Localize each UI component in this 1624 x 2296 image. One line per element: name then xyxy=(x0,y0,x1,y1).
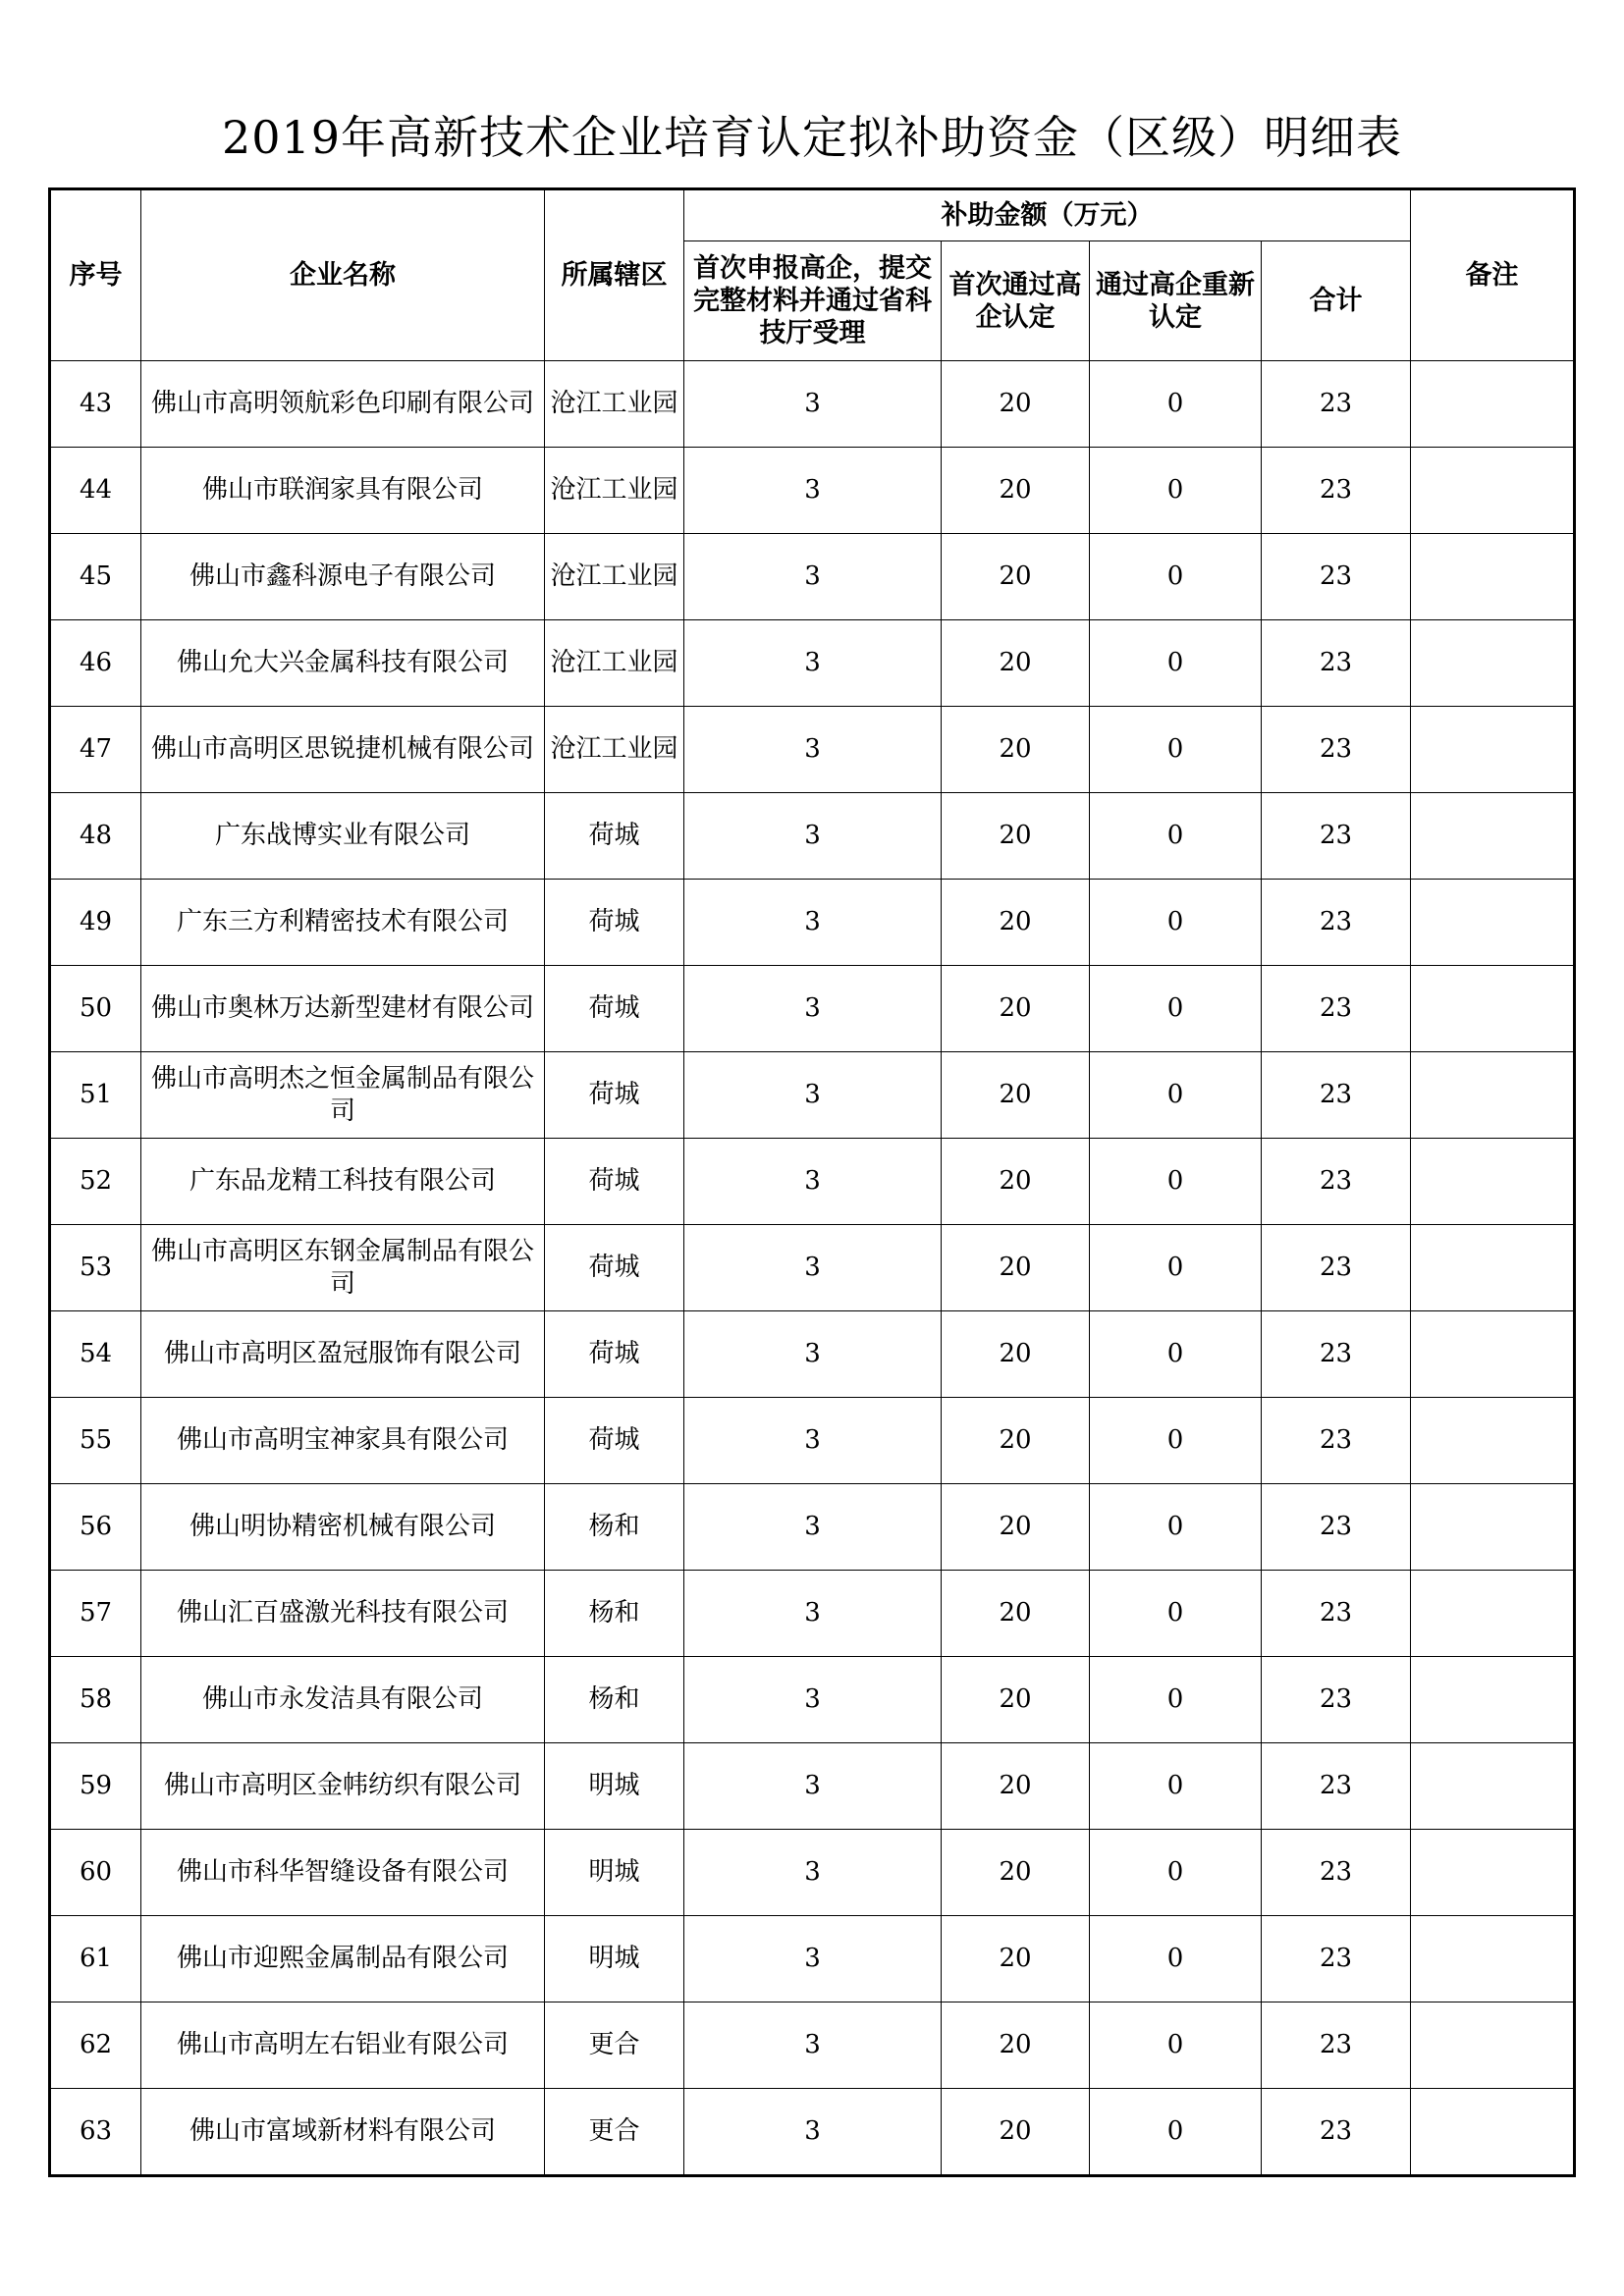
cell-company: 佛山市高明左右铝业有限公司 xyxy=(141,2002,545,2089)
cell-first-apply: 3 xyxy=(684,1398,942,1484)
cell-first-apply: 3 xyxy=(684,1225,942,1311)
cell-company: 佛山市高明区金帏纺织有限公司 xyxy=(141,1743,545,1830)
cell-total: 23 xyxy=(1262,1484,1411,1571)
cell-first-apply: 3 xyxy=(684,361,942,448)
cell-first-apply: 3 xyxy=(684,1311,942,1398)
table-row xyxy=(50,1225,1575,1311)
header-amount-group: 补助金额（万元） xyxy=(684,189,1411,241)
cell-seq: 63 xyxy=(50,2089,141,2176)
cell-re-cert: 0 xyxy=(1090,620,1262,707)
cell-first-pass: 20 xyxy=(942,1398,1090,1484)
cell-remark xyxy=(1411,1743,1575,1830)
cell-remark xyxy=(1411,2002,1575,2089)
cell-seq: 54 xyxy=(50,1311,141,1398)
cell-company: 佛山市联润家具有限公司 xyxy=(141,448,545,534)
cell-first-apply: 3 xyxy=(684,1571,942,1657)
cell-seq: 48 xyxy=(50,793,141,880)
table-row xyxy=(50,966,1575,1052)
cell-remark xyxy=(1411,880,1575,966)
cell-company: 佛山市迎熙金属制品有限公司 xyxy=(141,1916,545,2002)
cell-first-pass: 20 xyxy=(942,620,1090,707)
cell-company: 佛山市高明宝神家具有限公司 xyxy=(141,1398,545,1484)
cell-re-cert: 0 xyxy=(1090,1139,1262,1225)
cell-first-pass: 20 xyxy=(942,2089,1090,2176)
cell-district: 沧江工业园 xyxy=(545,707,684,793)
cell-district: 明城 xyxy=(545,1916,684,2002)
cell-first-apply: 3 xyxy=(684,1657,942,1743)
cell-seq: 45 xyxy=(50,534,141,620)
table-row xyxy=(50,1052,1575,1139)
table-row xyxy=(50,448,1575,534)
cell-first-pass: 20 xyxy=(942,1830,1090,1916)
cell-remark xyxy=(1411,1484,1575,1571)
cell-total: 23 xyxy=(1262,880,1411,966)
cell-re-cert: 0 xyxy=(1090,1657,1262,1743)
cell-seq: 58 xyxy=(50,1657,141,1743)
table-row xyxy=(50,1916,1575,2002)
cell-district: 荷城 xyxy=(545,1052,684,1139)
cell-first-apply: 3 xyxy=(684,448,942,534)
cell-company: 佛山汇百盛激光科技有限公司 xyxy=(141,1571,545,1657)
cell-company: 佛山市科华智缝设备有限公司 xyxy=(141,1830,545,1916)
cell-seq: 47 xyxy=(50,707,141,793)
cell-total: 23 xyxy=(1262,361,1411,448)
cell-re-cert: 0 xyxy=(1090,361,1262,448)
cell-seq: 53 xyxy=(50,1225,141,1311)
cell-seq: 57 xyxy=(50,1571,141,1657)
cell-remark xyxy=(1411,1139,1575,1225)
cell-first-pass: 20 xyxy=(942,707,1090,793)
cell-company: 佛山明协精密机械有限公司 xyxy=(141,1484,545,1571)
cell-re-cert: 0 xyxy=(1090,707,1262,793)
cell-remark xyxy=(1411,1311,1575,1398)
cell-total: 23 xyxy=(1262,1830,1411,1916)
cell-company: 佛山市永发洁具有限公司 xyxy=(141,1657,545,1743)
cell-district: 杨和 xyxy=(545,1571,684,1657)
cell-company: 广东品龙精工科技有限公司 xyxy=(141,1139,545,1225)
cell-district: 杨和 xyxy=(545,1657,684,1743)
cell-first-pass: 20 xyxy=(942,1225,1090,1311)
cell-remark xyxy=(1411,1916,1575,2002)
cell-district: 荷城 xyxy=(545,1139,684,1225)
cell-first-apply: 3 xyxy=(684,707,942,793)
cell-re-cert: 0 xyxy=(1090,1052,1262,1139)
cell-seq: 44 xyxy=(50,448,141,534)
table-body xyxy=(50,361,1575,2176)
cell-district: 明城 xyxy=(545,1830,684,1916)
cell-first-pass: 20 xyxy=(942,1916,1090,2002)
header-total: 合计 xyxy=(1262,241,1411,361)
cell-seq: 56 xyxy=(50,1484,141,1571)
cell-seq: 62 xyxy=(50,2002,141,2089)
cell-remark xyxy=(1411,361,1575,448)
cell-total: 23 xyxy=(1262,1916,1411,2002)
cell-first-pass: 20 xyxy=(942,966,1090,1052)
header-seq: 序号 xyxy=(50,189,141,361)
cell-total: 23 xyxy=(1262,1743,1411,1830)
cell-re-cert: 0 xyxy=(1090,1311,1262,1398)
table-row xyxy=(50,1830,1575,1916)
header-re-cert: 通过高企重新认定 xyxy=(1090,241,1262,361)
cell-re-cert: 0 xyxy=(1090,1484,1262,1571)
cell-first-apply: 3 xyxy=(684,793,942,880)
cell-total: 23 xyxy=(1262,2002,1411,2089)
cell-re-cert: 0 xyxy=(1090,793,1262,880)
cell-first-pass: 20 xyxy=(942,361,1090,448)
cell-first-pass: 20 xyxy=(942,448,1090,534)
cell-re-cert: 0 xyxy=(1090,880,1262,966)
cell-company: 佛山市高明区盈冠服饰有限公司 xyxy=(141,1311,545,1398)
cell-first-apply: 3 xyxy=(684,966,942,1052)
cell-re-cert: 0 xyxy=(1090,1743,1262,1830)
cell-district: 明城 xyxy=(545,1743,684,1830)
cell-district: 荷城 xyxy=(545,1311,684,1398)
cell-first-pass: 20 xyxy=(942,1743,1090,1830)
cell-first-pass: 20 xyxy=(942,793,1090,880)
cell-re-cert: 0 xyxy=(1090,448,1262,534)
cell-re-cert: 0 xyxy=(1090,534,1262,620)
cell-first-apply: 3 xyxy=(684,1916,942,2002)
cell-seq: 51 xyxy=(50,1052,141,1139)
cell-seq: 43 xyxy=(50,361,141,448)
table-row xyxy=(50,707,1575,793)
cell-first-pass: 20 xyxy=(942,534,1090,620)
cell-re-cert: 0 xyxy=(1090,2089,1262,2176)
cell-remark xyxy=(1411,620,1575,707)
cell-district: 沧江工业园 xyxy=(545,448,684,534)
cell-total: 23 xyxy=(1262,1571,1411,1657)
header-company: 企业名称 xyxy=(141,189,545,361)
cell-remark xyxy=(1411,793,1575,880)
cell-remark xyxy=(1411,1398,1575,1484)
cell-company: 佛山市高明区东钢金属制品有限公司 xyxy=(141,1225,545,1311)
table-row xyxy=(50,1657,1575,1743)
table-row xyxy=(50,793,1575,880)
subsidy-table xyxy=(48,187,1576,2177)
header-first-pass: 首次通过高企认定 xyxy=(942,241,1090,361)
table-row xyxy=(50,1311,1575,1398)
cell-seq: 50 xyxy=(50,966,141,1052)
table-row xyxy=(50,1743,1575,1830)
cell-remark xyxy=(1411,534,1575,620)
cell-first-apply: 3 xyxy=(684,620,942,707)
cell-seq: 46 xyxy=(50,620,141,707)
cell-total: 23 xyxy=(1262,793,1411,880)
cell-district: 沧江工业园 xyxy=(545,361,684,448)
cell-remark xyxy=(1411,1571,1575,1657)
cell-re-cert: 0 xyxy=(1090,2002,1262,2089)
table-row xyxy=(50,880,1575,966)
cell-district: 荷城 xyxy=(545,880,684,966)
cell-seq: 49 xyxy=(50,880,141,966)
cell-first-pass: 20 xyxy=(942,2002,1090,2089)
cell-district: 荷城 xyxy=(545,1225,684,1311)
cell-district: 杨和 xyxy=(545,1484,684,1571)
cell-company: 广东战博实业有限公司 xyxy=(141,793,545,880)
cell-first-apply: 3 xyxy=(684,534,942,620)
cell-re-cert: 0 xyxy=(1090,966,1262,1052)
cell-total: 23 xyxy=(1262,1398,1411,1484)
cell-first-apply: 3 xyxy=(684,1830,942,1916)
cell-total: 23 xyxy=(1262,707,1411,793)
cell-first-apply: 3 xyxy=(684,2002,942,2089)
cell-first-apply: 3 xyxy=(684,880,942,966)
cell-company: 佛山市鑫科源电子有限公司 xyxy=(141,534,545,620)
cell-company: 佛山允大兴金属科技有限公司 xyxy=(141,620,545,707)
cell-remark xyxy=(1411,448,1575,534)
header-first-apply: 首次申报高企，提交完整材料并通过省科技厅受理 xyxy=(684,241,942,361)
cell-total: 23 xyxy=(1262,2089,1411,2176)
cell-first-apply: 3 xyxy=(684,1052,942,1139)
table-row xyxy=(50,1571,1575,1657)
cell-first-pass: 20 xyxy=(942,1052,1090,1139)
cell-first-pass: 20 xyxy=(942,880,1090,966)
cell-remark xyxy=(1411,1052,1575,1139)
cell-company: 佛山市高明区思锐捷机械有限公司 xyxy=(141,707,545,793)
cell-district: 沧江工业园 xyxy=(545,620,684,707)
cell-district: 更合 xyxy=(545,2089,684,2176)
table-row xyxy=(50,2002,1575,2089)
cell-first-apply: 3 xyxy=(684,1484,942,1571)
cell-total: 23 xyxy=(1262,966,1411,1052)
cell-district: 荷城 xyxy=(545,793,684,880)
cell-seq: 61 xyxy=(50,1916,141,2002)
cell-total: 23 xyxy=(1262,1052,1411,1139)
page-title: 2019年高新技术企业培育认定拟补助资金（区级）明细表 xyxy=(221,111,1403,164)
table-row xyxy=(50,620,1575,707)
cell-re-cert: 0 xyxy=(1090,1225,1262,1311)
cell-first-pass: 20 xyxy=(942,1311,1090,1398)
cell-remark xyxy=(1411,1657,1575,1743)
cell-re-cert: 0 xyxy=(1090,1571,1262,1657)
cell-first-apply: 3 xyxy=(684,1139,942,1225)
cell-company: 佛山市奥林万达新型建材有限公司 xyxy=(141,966,545,1052)
cell-remark xyxy=(1411,1225,1575,1311)
cell-company: 佛山市高明领航彩色印刷有限公司 xyxy=(141,361,545,448)
cell-first-pass: 20 xyxy=(942,1484,1090,1571)
cell-first-apply: 3 xyxy=(684,1743,942,1830)
cell-district: 荷城 xyxy=(545,1398,684,1484)
table-row xyxy=(50,1139,1575,1225)
cell-remark xyxy=(1411,2089,1575,2176)
cell-seq: 55 xyxy=(50,1398,141,1484)
cell-total: 23 xyxy=(1262,534,1411,620)
cell-company: 佛山市富域新材料有限公司 xyxy=(141,2089,545,2176)
cell-seq: 60 xyxy=(50,1830,141,1916)
cell-re-cert: 0 xyxy=(1090,1398,1262,1484)
cell-remark xyxy=(1411,707,1575,793)
cell-total: 23 xyxy=(1262,1225,1411,1311)
cell-first-pass: 20 xyxy=(942,1139,1090,1225)
cell-total: 23 xyxy=(1262,448,1411,534)
cell-seq: 52 xyxy=(50,1139,141,1225)
cell-re-cert: 0 xyxy=(1090,1830,1262,1916)
cell-remark xyxy=(1411,1830,1575,1916)
cell-seq: 59 xyxy=(50,1743,141,1830)
cell-total: 23 xyxy=(1262,620,1411,707)
cell-total: 23 xyxy=(1262,1311,1411,1398)
cell-first-pass: 20 xyxy=(942,1571,1090,1657)
header-remark: 备注 xyxy=(1411,189,1575,361)
table-row xyxy=(50,534,1575,620)
table-row xyxy=(50,2089,1575,2176)
cell-total: 23 xyxy=(1262,1657,1411,1743)
table-row xyxy=(50,1484,1575,1571)
cell-first-apply: 3 xyxy=(684,2089,942,2176)
table-row xyxy=(50,361,1575,448)
cell-company: 佛山市高明杰之恒金属制品有限公司 xyxy=(141,1052,545,1139)
table-row xyxy=(50,1398,1575,1484)
cell-district: 更合 xyxy=(545,2002,684,2089)
cell-first-pass: 20 xyxy=(942,1657,1090,1743)
cell-remark xyxy=(1411,966,1575,1052)
cell-district: 荷城 xyxy=(545,966,684,1052)
cell-company: 广东三方利精密技术有限公司 xyxy=(141,880,545,966)
cell-district: 沧江工业园 xyxy=(545,534,684,620)
cell-re-cert: 0 xyxy=(1090,1916,1262,2002)
cell-total: 23 xyxy=(1262,1139,1411,1225)
header-district: 所属辖区 xyxy=(545,189,684,361)
